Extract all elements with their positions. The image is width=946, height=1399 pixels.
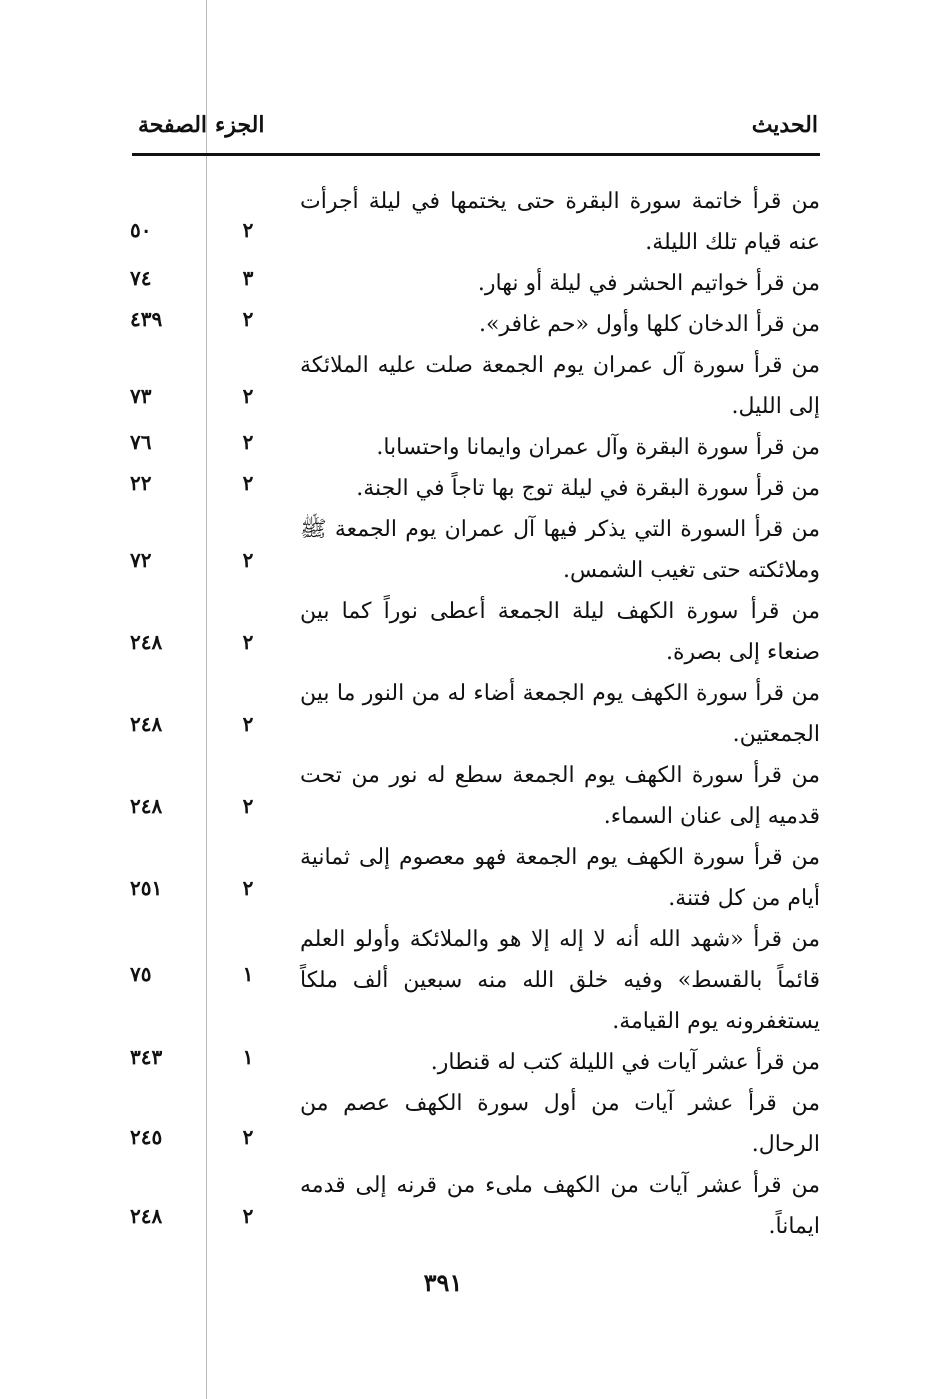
entry-text: من قرأ سورة الكهف ليلة الجمعة أعطى نوراً كما بين صنعاء إلى بصرة.: [300, 599, 820, 665]
entry-page: ٢٢: [130, 471, 152, 495]
entry-page: ٧٤: [130, 266, 152, 290]
column-divider: [206, 0, 207, 1399]
entry-text: من قرأ عشر آيات من الكهف ملىء من قرنه إلى قدمه ايماناً.: [300, 1173, 820, 1239]
entry-page: ٧٦: [130, 430, 152, 454]
entry-part: ١: [242, 1045, 254, 1069]
entry-text: من قرأ سورة الكهف يوم الجمعة سطع له نور من تحت قدميه إلى عنان السماء.: [300, 763, 820, 829]
entry-page: ٢٤٨: [130, 1204, 163, 1228]
entry-part: ٢: [242, 384, 254, 408]
entry-part: ٢: [242, 712, 254, 736]
entry-page: ٧٣: [130, 384, 152, 408]
entry-part: ٢: [242, 1204, 254, 1228]
header-hadith: الحديث: [751, 112, 818, 138]
entry-part: ٢: [242, 794, 254, 818]
entry-part: ٢: [242, 218, 254, 242]
entry-text: من قرأ سورة البقرة وآل عمران وايمانا واحتسابا.: [376, 435, 820, 460]
entry-part: ٢: [242, 307, 254, 331]
entry-page: ٧٢: [130, 548, 152, 572]
entry-part: ٢: [242, 876, 254, 900]
entry-page: ٢٤٥: [130, 1125, 163, 1149]
entry-page: ٥٠: [130, 218, 152, 242]
entry-part: ٣: [242, 266, 254, 290]
entry-page: ٧٥: [130, 962, 152, 986]
entry-page: ٢٤٨: [130, 794, 163, 818]
header-page: الصفحة: [138, 112, 208, 138]
entry-page: ٣٤٣: [130, 1045, 163, 1069]
entry-page: ٢٤٨: [130, 630, 163, 654]
entry-text: من قرأ الدخان كلها وأول «حم غافر».: [478, 312, 820, 337]
entry-part: ٢: [242, 1125, 254, 1149]
entry-text: من قرأ سورة آل عمران يوم الجمعة صلت عليه الملائكة إلى الليل.: [300, 353, 820, 419]
entry-text: من قرأ السورة التي يذكر فيها آل عمران يوم الجمعة ﷺ وملائكته حتى تغيب الشمس.: [300, 517, 820, 583]
entry-text: من قرأ عشر آيات في الليلة كتب له قنطار.: [430, 1050, 820, 1075]
entry-text: من قرأ «شهد الله أنه لا إله إلا هو والملائكة وأولو العلم قائماً بالقسط» وفيه خلق الله منه سبعين ألف ملكاً يستغفرونه يوم القيامة.: [300, 927, 820, 1034]
entry-part: ٢: [242, 548, 254, 572]
entry-text: من قرأ سورة الكهف يوم الجمعة أضاء له من النور ما بين الجمعتين.: [300, 681, 820, 747]
entry-text: من قرأ سورة الكهف يوم الجمعة فهو معصوم إلى ثمانية أيام من كل فتنة.: [300, 845, 820, 911]
entry-part: ٢: [242, 471, 254, 495]
entry-page: ٤٣٩: [130, 307, 163, 331]
entry-page: ٢٤٨: [130, 712, 163, 736]
entry-text: من قرأ خواتيم الحشر في ليلة أو نهار.: [477, 271, 820, 296]
entry-page: ٢٥١: [130, 876, 163, 900]
entry-part: ٢: [242, 630, 254, 654]
page-number: ٣٩١: [423, 1268, 463, 1297]
entry-part: ٢: [242, 430, 254, 454]
entry-text: من قرأ خاتمة سورة البقرة حتى يختمها في ليلة أجرأت عنه قيام تلك الليلة.: [300, 189, 820, 255]
header-part: الجزء: [215, 112, 265, 138]
entry-part: ١: [242, 962, 254, 986]
header-rule: [132, 153, 820, 156]
entry-text: من قرأ سورة البقرة في ليلة توج بها تاجاً في الجنة.: [356, 476, 820, 501]
entry-text: من قرأ عشر آيات من أول سورة الكهف عصم من الرحال.: [300, 1091, 820, 1157]
